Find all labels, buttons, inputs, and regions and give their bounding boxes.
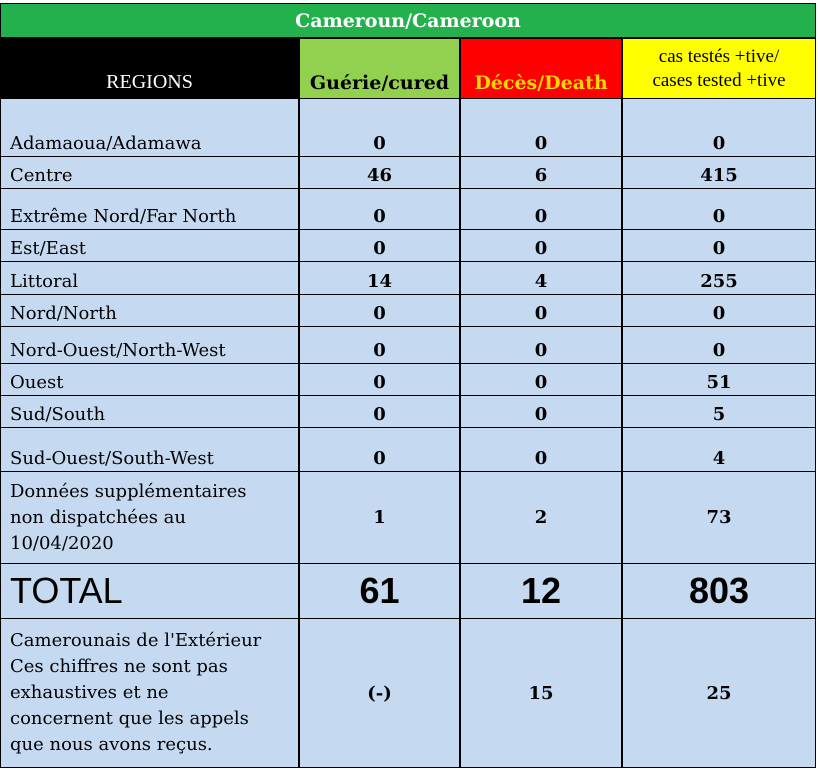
cured-value: 14 — [299, 262, 460, 295]
abroad-line2: Ces chiffres ne sont pas — [10, 656, 228, 677]
region-label: Sud/South — [0, 396, 299, 428]
table-row — [0, 327, 816, 364]
cured-value: 46 — [299, 157, 460, 189]
cured-value: 1 — [299, 472, 460, 564]
cases-value: 73 — [622, 472, 816, 564]
abroad-line1: Camerounais de l'Extérieur — [10, 630, 262, 651]
cases-value: 0 — [622, 295, 816, 327]
cured-value: 0 — [299, 295, 460, 327]
cases-value: 0 — [622, 327, 816, 364]
abroad-line4: concernent que les appels — [10, 708, 249, 729]
total-cured: 61 — [299, 564, 460, 619]
region-label: Nord/North — [0, 295, 299, 327]
cured-value: 0 — [299, 230, 460, 262]
death-value: 0 — [460, 99, 622, 157]
cured-value: 0 — [299, 99, 460, 157]
death-value: 15 — [460, 619, 622, 768]
table-title: Cameroun/Cameroon — [0, 3, 816, 38]
cases-value: 255 — [622, 262, 816, 295]
supplementary-line3: 10/04/2020 — [10, 532, 114, 554]
death-value: 0 — [460, 396, 622, 428]
abroad-line3: exhaustives et ne — [10, 682, 169, 703]
header-cases — [622, 38, 816, 99]
abroad-label — [0, 619, 299, 768]
death-value: 4 — [460, 262, 622, 295]
cured-value: 0 — [299, 364, 460, 396]
header-regions: REGIONS — [0, 38, 299, 99]
table-row — [0, 230, 816, 262]
header-cured: Guérie/cured — [299, 38, 460, 99]
supplementary-label — [0, 472, 299, 564]
cases-value: 4 — [622, 428, 816, 472]
death-value: 6 — [460, 157, 622, 189]
table-row — [0, 99, 816, 157]
cured-value: (-) — [299, 619, 460, 768]
table-row — [0, 189, 816, 230]
table-row — [0, 295, 816, 327]
table-row — [0, 262, 816, 295]
table-row — [0, 428, 816, 472]
region-label: Centre — [0, 157, 299, 189]
cases-value: 0 — [622, 99, 816, 157]
death-value: 0 — [460, 327, 622, 364]
cases-value: 415 — [622, 157, 816, 189]
header-cases-line1: cas testés +tive/ — [658, 45, 780, 67]
death-value: 0 — [460, 295, 622, 327]
region-label: Ouest — [0, 364, 299, 396]
region-label: Sud-Ouest/South-West — [0, 428, 299, 472]
header-cases-line2: cases tested +tive — [652, 69, 786, 91]
table-row — [0, 157, 816, 189]
region-label: Extrême Nord/Far North — [0, 189, 299, 230]
supplementary-line2: non dispatchées au — [10, 506, 187, 528]
table-row — [0, 396, 816, 428]
total-death: 12 — [460, 564, 622, 619]
cured-value: 0 — [299, 428, 460, 472]
cases-value: 0 — [622, 230, 816, 262]
cured-value: 0 — [299, 189, 460, 230]
supplementary-row — [0, 472, 816, 564]
region-label: Nord-Ouest/North-West — [0, 327, 299, 364]
total-row — [0, 564, 816, 619]
cured-value: 0 — [299, 327, 460, 364]
total-cases: 803 — [622, 564, 816, 619]
cases-value: 0 — [622, 189, 816, 230]
death-value: 0 — [460, 428, 622, 472]
death-value: 0 — [460, 364, 622, 396]
region-label: Adamaoua/Adamawa — [0, 99, 299, 157]
supplementary-line1: Données supplémentaires — [10, 480, 247, 502]
table-row — [0, 364, 816, 396]
death-value: 0 — [460, 189, 622, 230]
cases-value: 51 — [622, 364, 816, 396]
abroad-row — [0, 619, 816, 768]
abroad-line5: que nous avons reçus. — [10, 734, 213, 755]
cases-value: 25 — [622, 619, 816, 768]
death-value: 2 — [460, 472, 622, 564]
region-label: Littoral — [0, 262, 299, 295]
cured-value: 0 — [299, 396, 460, 428]
region-label: Est/East — [0, 230, 299, 262]
header-death: Décès/Death — [460, 38, 622, 99]
death-value: 0 — [460, 230, 622, 262]
cases-value: 5 — [622, 396, 816, 428]
total-label: TOTAL — [0, 564, 299, 619]
